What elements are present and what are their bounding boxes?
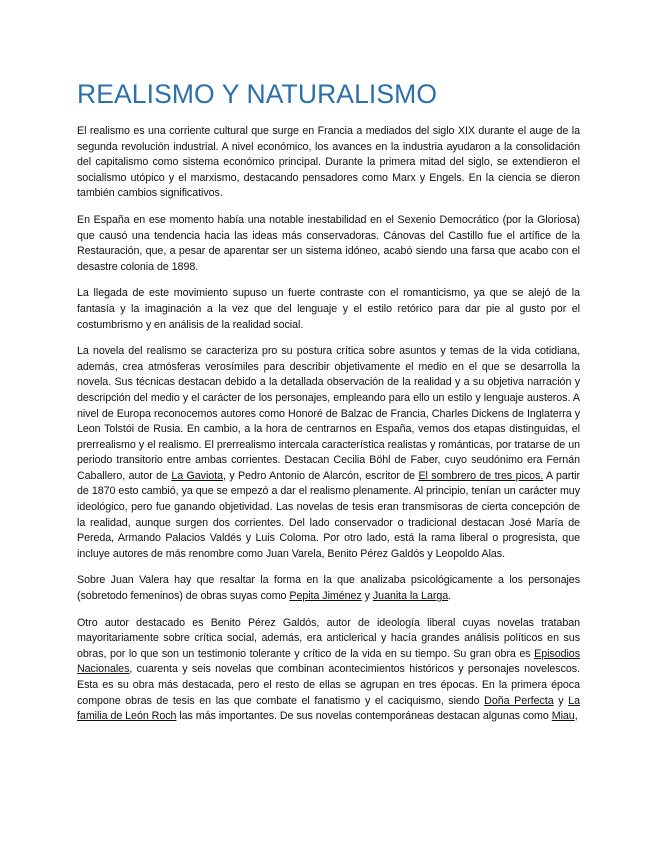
paragraph	[77, 213, 580, 275]
paragraph-text: Otro autor destacado es Benito Pérez Galdós, autor de ideología liberal cuyas novelas trataban mayoritariamente sobre crítica social, además, era anticlerical y hacía grandes análisis políticos en sus obras, por lo que son un testimonio tolerante y crítico de la vida en su tiempo. Su gran obra es	[77, 616, 580, 660]
book-title-link[interactable]: Juanita la Larga	[372, 590, 449, 603]
paragraph-text: Sobre Juan Valera hay que resaltar la forma en la que analizaba psicológicamente a los personajes (sobretodo femeninos) de obras suyas como	[77, 574, 580, 603]
paragraph-text: , y Pedro Antonio de Alarcón, escritor de	[223, 469, 419, 482]
book-title-link[interactable]: Pepita Jiménez	[289, 590, 362, 603]
paragraph	[77, 124, 580, 202]
book-title-link[interactable]: La Gaviota	[171, 469, 224, 482]
paragraph-text: El realismo es una corriente cultural que surge en Francia a mediados del siglo XIX durante el auge de la segunda revolución industrial. A nivel económico, los avances en la industria ayudaron a la consolidación del capitalismo como sistema económico principal. Durante la primera mitad del siglo, se extendieron el socialismo utópico y el marxismo, destacando pensadores como Marx y Engels. En la ciencia se dieron también cambios significativos.	[77, 125, 580, 200]
paragraph-text: En España en ese momento había una notable inestabilidad en el Sexenio Democrático (por la Gloriosa) que causó una tendencia hacia las ideas más conservadoras. Cánovas del Castillo fue el artífice de la Restauración, que, a pesar de aparentar ser un sistema idóneo, acabó siendo una farsa que acabo con el desastre colonia de 1898.	[77, 213, 580, 273]
document-body	[77, 124, 580, 725]
book-title-link[interactable]: Doña Perfecta	[484, 694, 554, 707]
paragraph-text: .	[448, 590, 452, 603]
paragraph	[77, 344, 580, 562]
paragraph-text: las más importantes. De sus novelas contemporáneas destacan algunas como	[176, 710, 552, 723]
paragraph-text: La llegada de este movimiento supuso un fuerte contraste con el romanticismo, ya que se alejó de la fantasía y la imaginación a la vez que del lenguaje y el estilo retórico para dar pie al gusto por el costumbrismo y en análisis de la realidad social.	[77, 287, 580, 331]
paragraph-text: A partir de 1870 esto cambió, ya que se empezó a dar el realismo plenamente. Al principio, tenían un carácter muy ideológico, pero fue ganando objetividad. Las novelas de tesis eran transmisoras de cierta concepción de la realidad, aunque surgen dos corrientes. Del lado conservador o tradicional destacan José María de Pereda, Armando Palacios Valdés y Luis Coloma. Por otro lado, está la rama liberal o progresista, que incluye autores de más renombre como Juan Varela, Benito Pérez Galdós y Leopoldo Alas.	[77, 469, 581, 560]
paragraph-text: La novela del realismo se caracteriza pro su postura crítica sobre asuntos y temas de la vida cotidiana, además, crea atmósferas verosímiles para describir objetivamente el medio en el que se desarrolla la novela. Sus técnicas destacan debido a la detallada observación de la realidad y a su objetiva narración y descripción del medio y el carácter de los personajes, empleando para ello un estilo y lenguaje austeros. A nivel de Europa reconocemos autores como Honoré de Balzac de Francia, Charles Dickens de Inglaterra y Leon Tolstói de Rusia. En cambio, a la hora de centrarnos en España, vemos dos etapas distinguidas, el prerrealismo y el realismo. El prerrealismo intercala característica realistas y románticas, por tratarse de un periodo transitorio entre ambas corrientes. Destacan Cecilia Böhl de Faber, cuyo seudónimo era Fernán Caballero, autor de	[77, 345, 580, 482]
paragraph-text: y	[361, 590, 373, 603]
book-title-link[interactable]: Episodios Nacionales	[77, 647, 580, 676]
paragraph	[77, 616, 580, 725]
book-title-link[interactable]: Miau	[551, 710, 575, 723]
paragraph	[77, 286, 580, 333]
paragraph-text: , cuarenta y seis novelas que combinan acontecimientos históricos y personajes novelescos. Esta es su obra más destacada, pero el resto de ellas se agrupan en tres épocas. En la primera época compone obras de tesis en las que combate el fanatismo y el caciquismo, siendo	[77, 663, 580, 707]
book-title-link[interactable]: La familia de León Roch	[77, 694, 581, 723]
document-title: REALISMO Y NATURALISMO	[77, 79, 438, 109]
paragraph	[77, 573, 580, 604]
paragraph-text: ,	[574, 710, 578, 723]
book-title-link[interactable]: El sombrero de tres picos.	[418, 469, 544, 482]
paragraph-text: y	[553, 694, 569, 707]
